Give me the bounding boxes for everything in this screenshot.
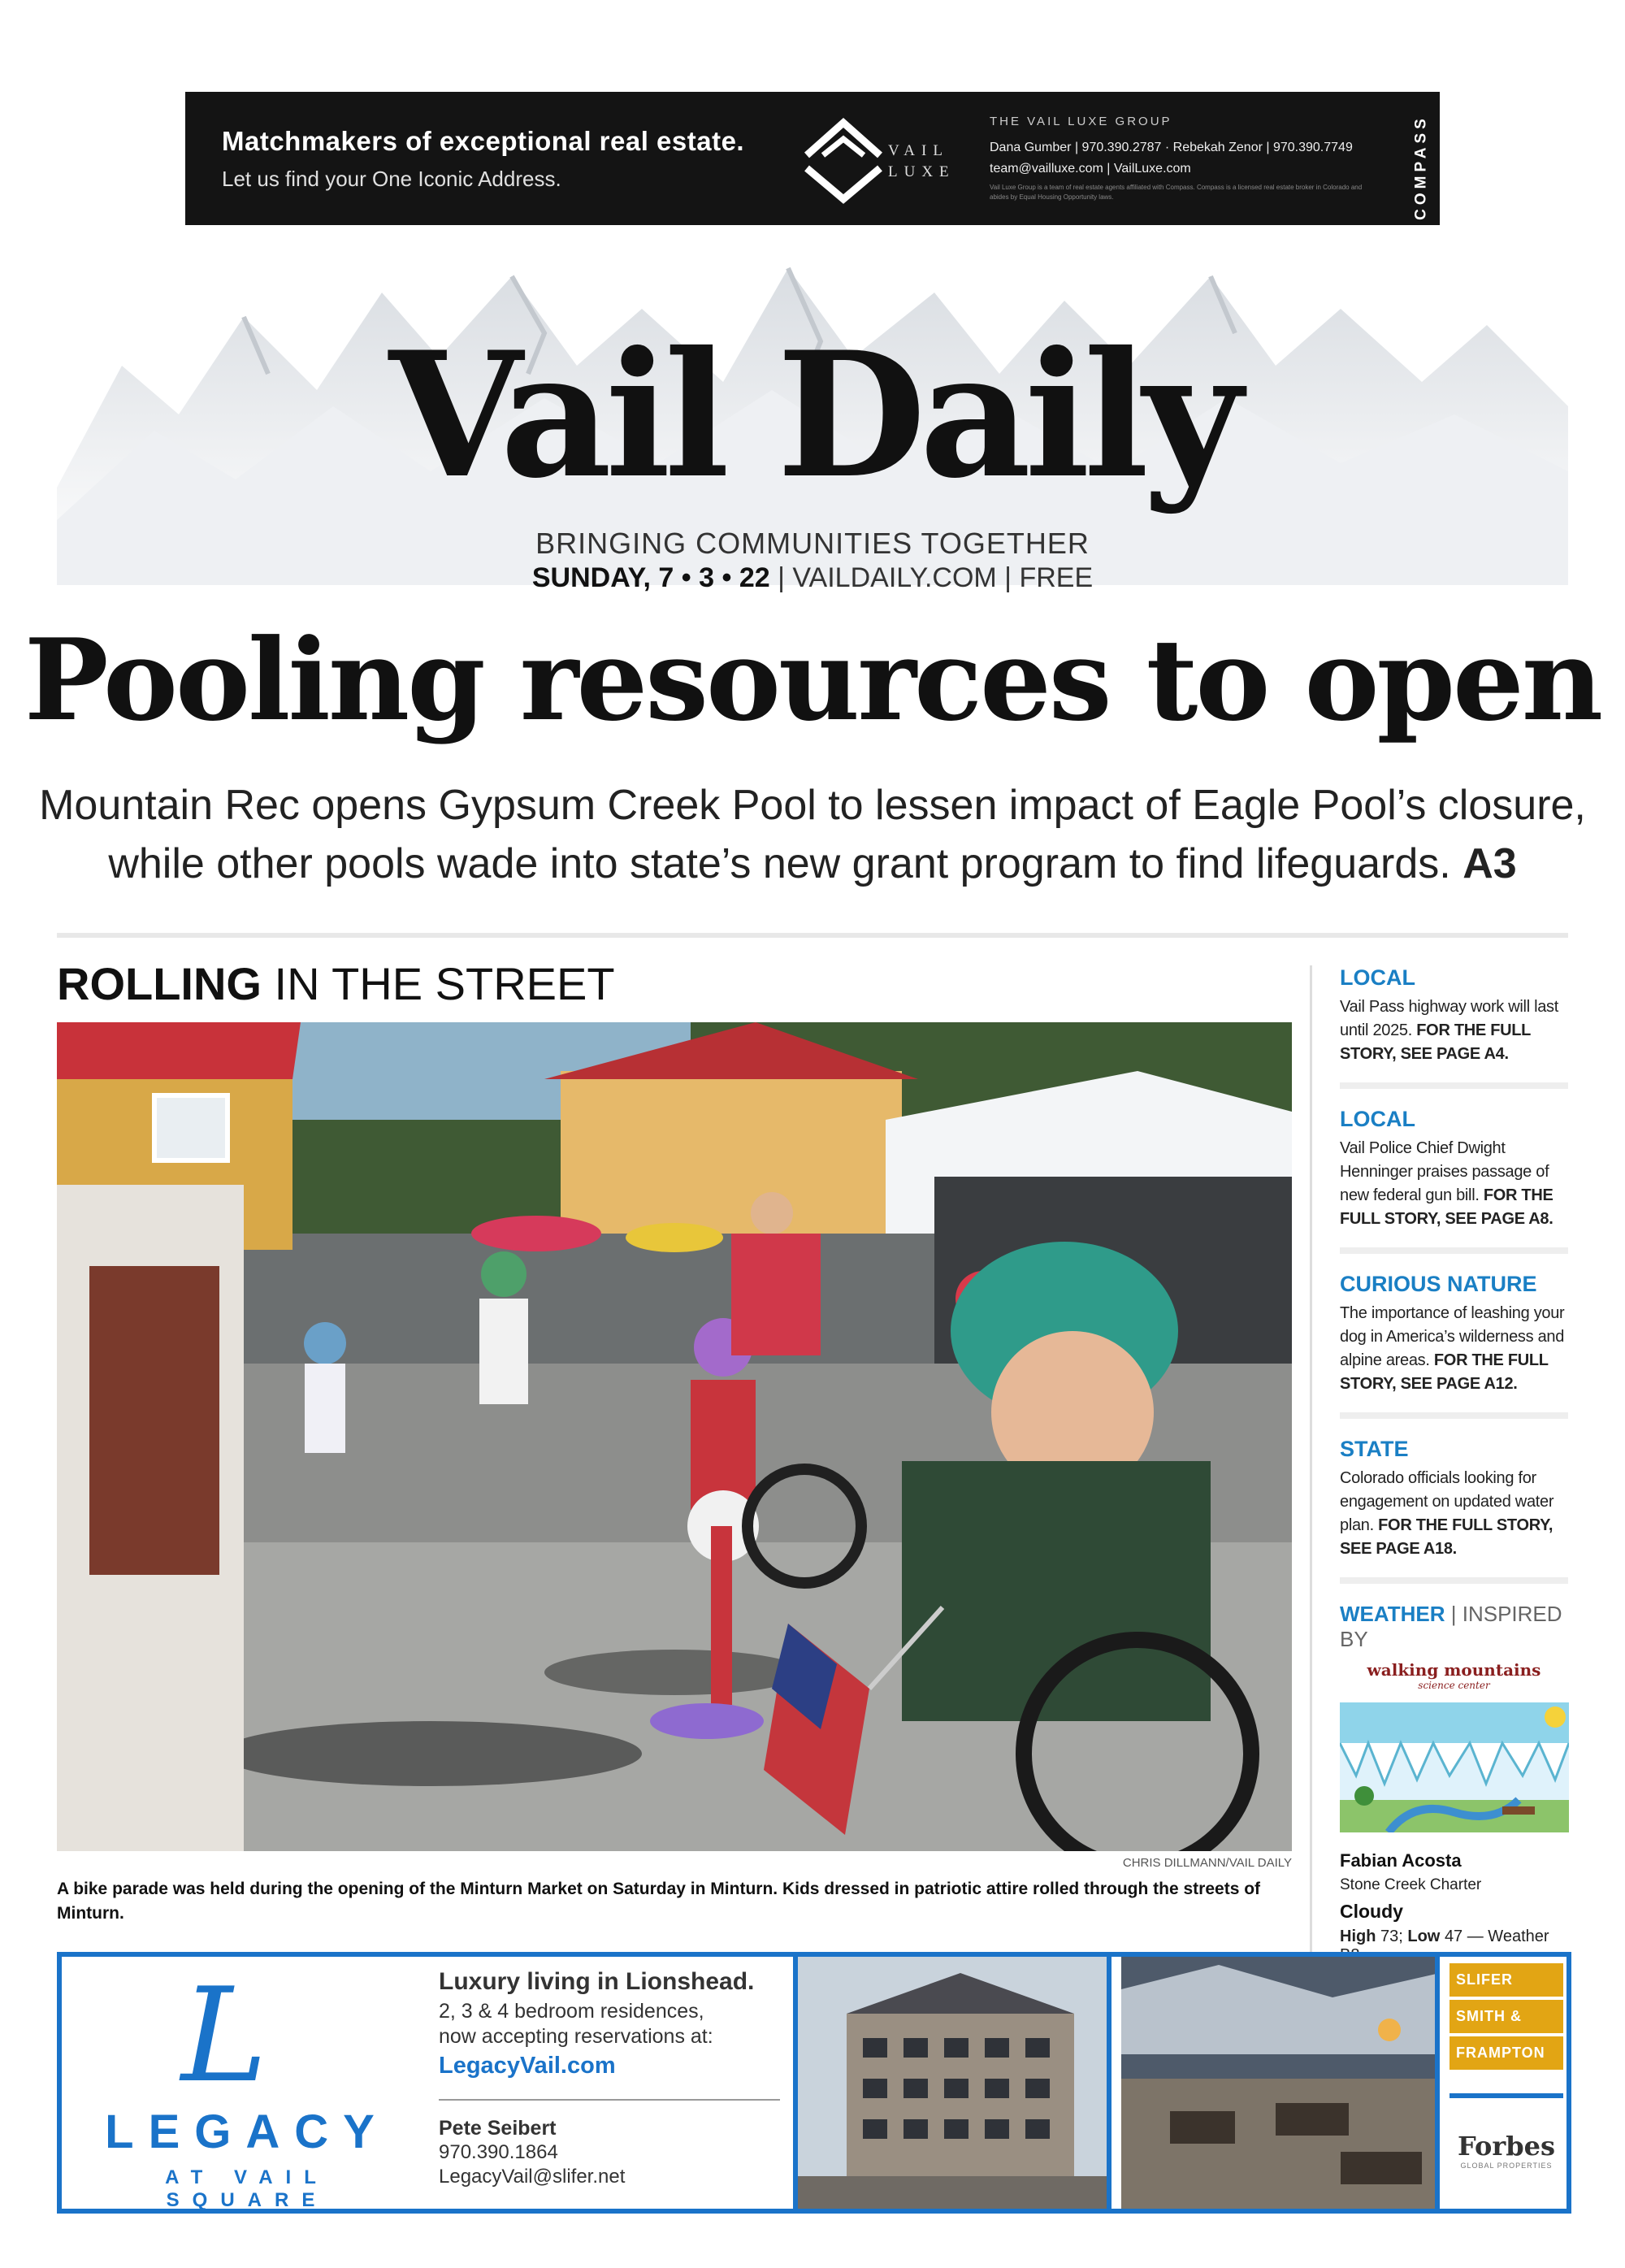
divider [1340,1412,1568,1419]
sponsor-sub: science center [1418,1680,1490,1691]
index-label: STATE [1340,1437,1409,1461]
ad-group-name: THE VAIL LUXE GROUP [990,115,1172,128]
bike-parade-photo [57,1022,1292,1851]
slifer-logo: SLIFER SMITH & FRAMPTON [1450,1963,1563,2073]
index-text: Colorado officials looking for engagement on updated water plan. FOR THE FULL STORY, SEE PAGE A18. [1340,1469,1554,1558]
index-item[interactable] [1312,1272,1568,1412]
index-label: CURIOUS NATURE [1340,1272,1537,1296]
photo-credit: CHRIS DILLMANN/VAIL DAILY [1122,1856,1292,1870]
legacy-logo-icon: L [180,1959,268,2111]
divider [57,933,1568,938]
index-text: Vail Pass highway work will last until 2025. FOR THE FULL STORY, SEE PAGE A4. [1340,998,1559,1063]
building-photo [793,1957,1112,2209]
divider [1340,1577,1568,1584]
vail-luxe-logo-icon [799,115,888,204]
index-item[interactable] [1312,1107,1568,1247]
story-index [1310,965,1568,1965]
index-item[interactable] [1312,1437,1568,1577]
artist-name: Fabian Acosta [1340,1850,1462,1871]
legacy-link[interactable]: LegacyVail.com [439,2053,616,2079]
index-item[interactable] [1312,965,1568,1082]
legacy-advertisement[interactable] [57,1952,1571,2214]
divider [439,2099,780,2101]
artist-school: Stone Creek Charter [1340,1876,1482,1893]
weather-drawing [1340,1702,1569,1832]
legacy-ad-copy [439,1968,780,2189]
index-label: LOCAL [1340,965,1415,990]
photo-caption: A bike parade was held during the opening of the Minturn Market on Saturday in Minturn. Kids dressed in patriotic attire rolled through the streets of Minturn. [57,1880,1261,1923]
top-advertisement[interactable] [185,92,1440,225]
ad-headline: Matchmakers of exceptional real estate. [222,126,745,156]
newspaper-title: Vail Daily [388,314,1237,516]
lead-page-ref[interactable]: A3 [1462,840,1517,887]
ad-contact: Dana Gumber | 970.390.2787 · Rebekah Zenor | 970.390.7749 team@vailluxe.com | VailLuxe.com [990,141,1353,176]
divider [1340,1082,1568,1089]
legacy-brand-sub: AT VAIL SQUARE [165,2166,329,2211]
weather-condition: Cloudy [1340,1901,1403,1922]
masthead [57,244,1568,601]
issue-date: SUNDAY, 7 • 3 • 22 [531,562,770,593]
weather-temps: High 73; Low 47 — Weather [1340,1928,1568,1965]
lead-headline[interactable]: Pooling resources to open [24,614,1601,746]
site-info: | VAILDAILY.COM | FREE [778,562,1094,593]
feature-section-head: ROLLING IN THE STREET [57,958,615,1009]
ad-fine-print: Vail Luxe Group is a team of real estate agents affiliated with Compass. Compass is a licensed real estate broker in Colorado and abides by Equal Housing Opportunity laws. [990,184,1363,201]
agent-name: Pete Seibert [439,2117,557,2140]
legacy-body: 2, 3 & 4 bedroom residences, now accepting reservations at: [439,2000,713,2048]
divider [1340,1247,1568,1254]
patio-photo [1121,1957,1440,2209]
forbes-logo: Forbes GLOBAL PROPERTIES [1450,2093,1563,2202]
ad-subline: Let us find your One Iconic Address. [222,167,561,191]
agent-phone: 970.390.1864 [439,2141,558,2163]
agent-email[interactable]: LegacyVail@slifer.net [439,2166,626,2188]
compass-brand: COMPASS [1413,115,1430,220]
sponsor-logo: walking mountains [1367,1660,1541,1680]
weather-head: WEATHER | INSPIRED BY [1340,1602,1562,1651]
dateline [57,562,1568,594]
feature-photo[interactable] [57,1022,1292,1851]
legacy-headline: Luxury living in Lionshead. [439,1968,755,1995]
weather-page-ref[interactable]: — Weather [1467,1928,1549,1945]
lead-deck: Mountain Rec opens Gypsum Creek Pool to lessen impact of Eagle Pool’s closure, while other pools wade into state’s new grant program to find lifeguards. A3 [39,782,1586,887]
weather-box [1312,1602,1568,1965]
tagline: BRINGING COMMUNITIES TOGETHER [535,527,1090,560]
ad-logo-word: VAIL LUXE [888,142,956,180]
legacy-brand: LEGACY [105,2105,389,2158]
index-text: The importance of leashing your dog in America’s wilderness and alpine areas. FOR THE FULL STORY, SEE PAGE A12. [1340,1304,1565,1393]
index-text: Vail Police Chief Dwight Henninger praises passage of new federal gun bill. FOR THE FULL STORY, SEE PAGE A8. [1340,1139,1554,1228]
index-label: LOCAL [1340,1107,1415,1131]
